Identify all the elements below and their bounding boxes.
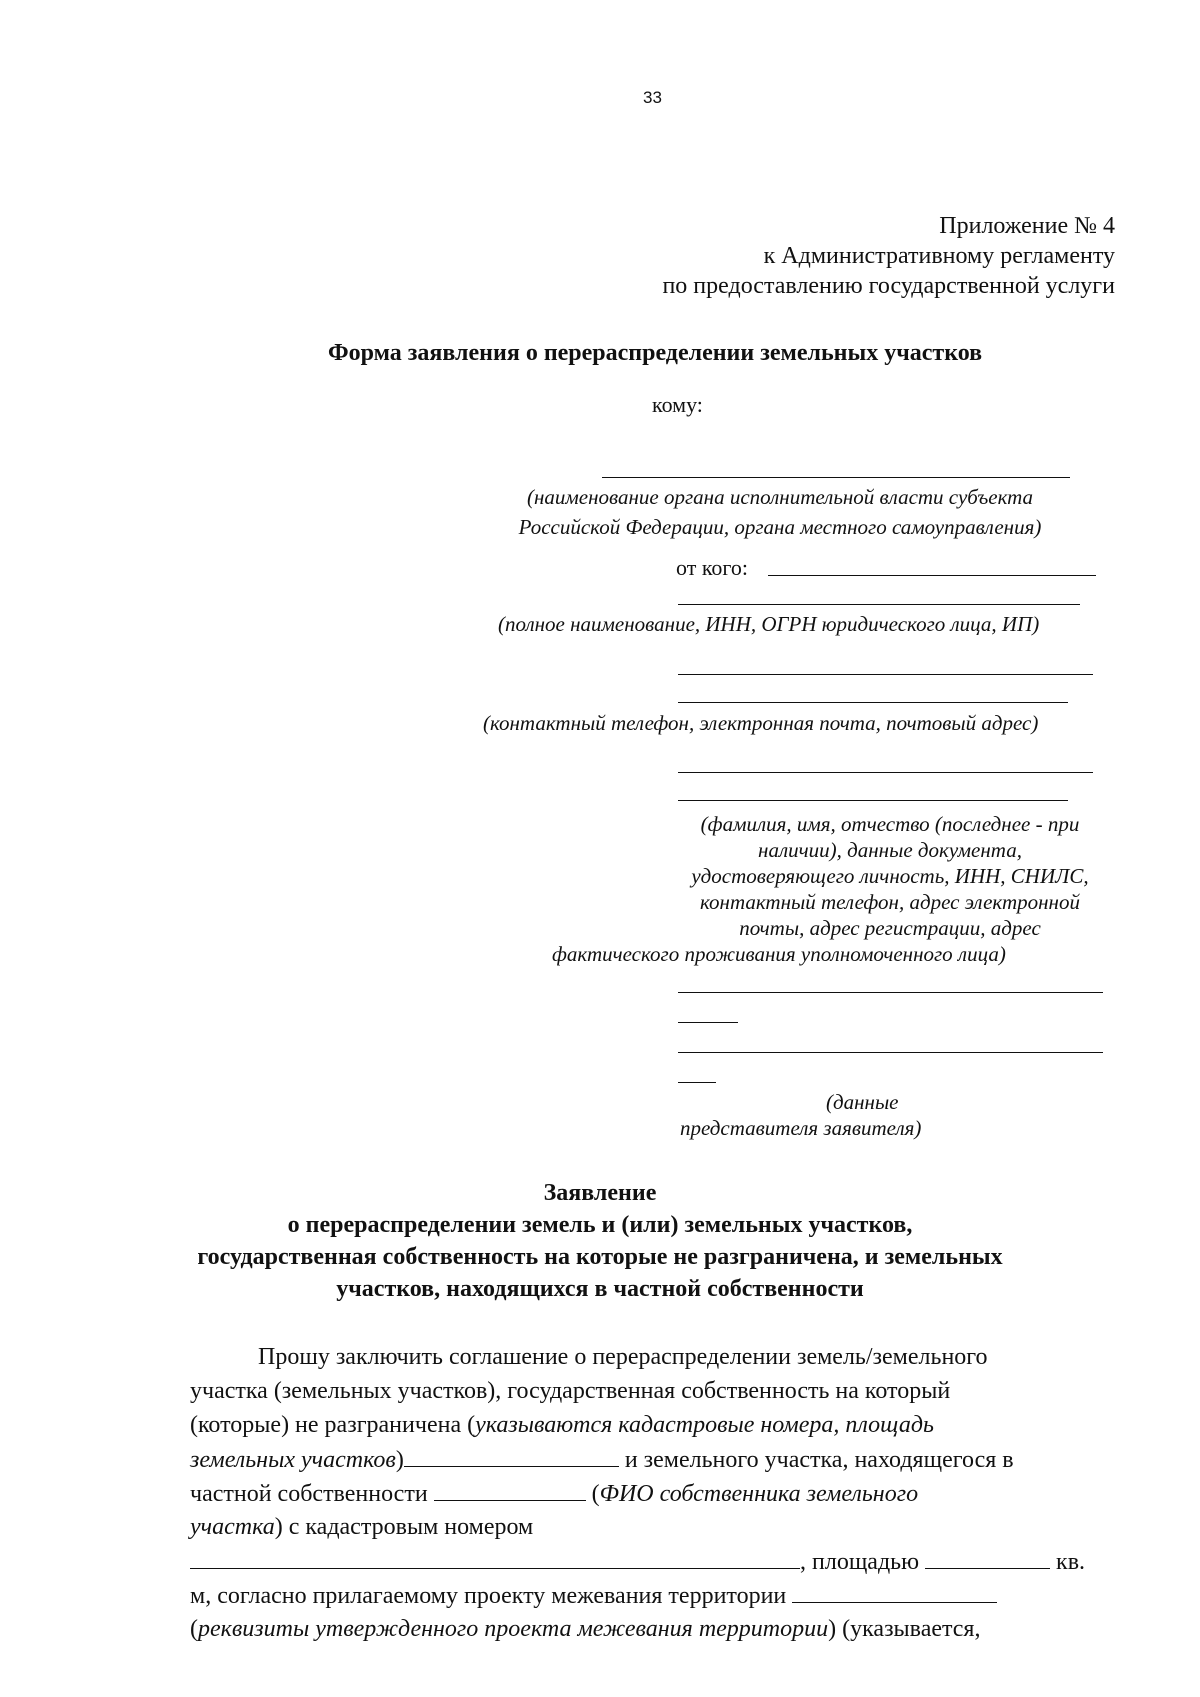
body-line-4-paren: )	[395, 1447, 404, 1473]
body-line-5	[190, 1480, 918, 1508]
body-line-5-italic: ФИО собственника земельного	[599, 1481, 919, 1507]
body-line-6	[190, 1514, 533, 1541]
body-line-3-text: (которые) не разграничена (	[190, 1412, 476, 1438]
body-line-8-text: м, согласно прилагаемому проекту межевания территории	[190, 1583, 793, 1609]
appendix-line-3: по предоставлению государственной услуги	[662, 273, 1115, 299]
cadastral-number-field[interactable]	[190, 1548, 800, 1569]
contact-line-1[interactable]	[678, 674, 1093, 675]
body-line-9-text: ) (указывается,	[828, 1616, 981, 1642]
statement-subtitle-1: о перераспределении земель и (или) земельных участков,	[287, 1212, 913, 1238]
person-hint-6: фактического проживания уполномоченного лица)	[552, 942, 1006, 966]
body-line-2: участка (земельных участков), государственная собственность на который	[190, 1378, 951, 1404]
representative-line-1[interactable]	[678, 992, 1103, 993]
private-ownership-field[interactable]	[434, 1480, 586, 1501]
contact-line-2[interactable]	[678, 702, 1068, 703]
body-line-9-paren: (	[190, 1616, 198, 1642]
to-recipient-line[interactable]	[602, 477, 1070, 478]
representative-line-1-tail[interactable]	[678, 1022, 738, 1023]
cadastral-numbers-field[interactable]	[404, 1446, 619, 1467]
body-line-9	[190, 1616, 980, 1643]
body-line-4-text: и земельного участка, находящегося в	[618, 1447, 1014, 1473]
body-line-5-text: частной собственности	[190, 1481, 434, 1507]
body-line-8	[190, 1582, 997, 1610]
person-line-2[interactable]	[678, 800, 1068, 801]
body-line-4-italic: земельных участков	[190, 1447, 396, 1473]
person-hint-1: (фамилия, имя, отчество (последнее - при	[700, 812, 1080, 836]
body-line-4	[190, 1446, 1014, 1474]
body-line-3	[190, 1412, 934, 1439]
body-line-7-unit: кв.	[1050, 1549, 1086, 1575]
body-line-6-italic: участка	[190, 1514, 275, 1540]
body-line-9-italic: реквизиты утвержденного проекта межевания территории	[198, 1616, 829, 1642]
to-label: кому:	[652, 392, 703, 417]
body-line-3-italic: указываются кадастровые номера, площадь	[475, 1412, 934, 1438]
survey-project-field[interactable]	[792, 1582, 997, 1603]
person-line-1[interactable]	[678, 772, 1093, 773]
body-line-1: Прошу заключить соглашение о перераспределении земель/земельного	[258, 1344, 988, 1370]
body-line-6-text: ) с кадастровым номером	[274, 1514, 534, 1540]
person-hint-3: удостоверяющего личность, ИНН, СНИЛС,	[691, 864, 1089, 888]
from-legal-hint: (полное наименование, ИНН, ОГРН юридического лица, ИП)	[498, 612, 1040, 636]
appendix-line-2: к Административному регламенту	[763, 243, 1115, 269]
representative-hint-2: представителя заявителя)	[680, 1116, 922, 1140]
statement-subtitle-2: государственная собственность на которые не разграничена, и земельных	[197, 1244, 1003, 1270]
body-line-5-paren: (	[585, 1481, 600, 1507]
area-field[interactable]	[925, 1548, 1050, 1569]
from-line-1[interactable]	[768, 575, 1096, 576]
appendix-line-1: Приложение № 4	[939, 213, 1115, 239]
representative-line-2-tail[interactable]	[678, 1082, 716, 1083]
person-hint-4: контактный телефон, адрес электронной	[700, 890, 1080, 914]
representative-line-2[interactable]	[678, 1052, 1103, 1053]
from-contact-hint: (контактный телефон, электронная почта, почтовый адрес)	[483, 711, 1039, 735]
from-label: от кого:	[676, 555, 748, 580]
body-line-7	[190, 1548, 1085, 1576]
to-hint-2: Российской Федерации, органа местного самоуправления)	[518, 515, 1042, 539]
statement-subtitle-3: участков, находящихся в частной собственности	[336, 1276, 864, 1302]
to-hint-1: (наименование органа исполнительной власти субъекта	[526, 485, 1034, 509]
statement-title: Заявление	[543, 1180, 657, 1206]
form-title: Форма заявления о перераспределении земельных участков	[328, 340, 983, 366]
person-hint-5: почты, адрес регистрации, адрес	[739, 916, 1041, 940]
person-hint-2: наличии), данные документа,	[758, 838, 1022, 862]
page-number: 33	[643, 88, 662, 107]
representative-hint-1: (данные	[826, 1090, 899, 1114]
body-line-7-text: , площадью	[800, 1549, 926, 1575]
from-line-2[interactable]	[678, 604, 1080, 605]
